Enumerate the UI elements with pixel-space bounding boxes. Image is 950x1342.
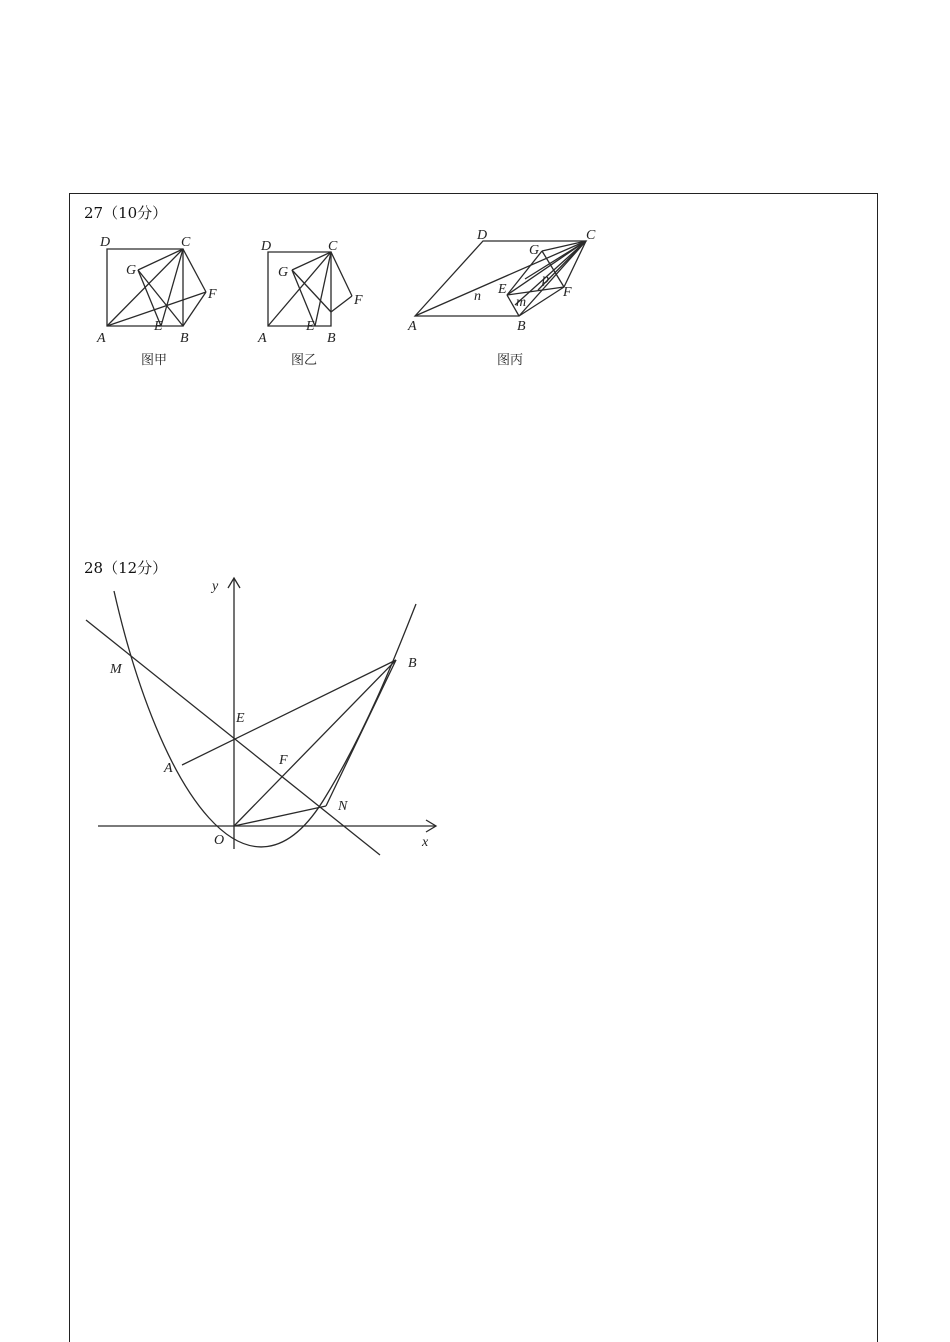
bing-label-G: G [529,243,540,258]
jia-label-G: G [126,263,137,278]
q28-label-A: A [164,761,173,776]
yi-label-E: E [306,319,315,334]
q28-label-x: x [422,835,429,850]
bing-label-B: B [517,319,526,334]
jia-label-F: F [208,287,217,302]
bing-label-F: F [563,285,572,300]
bing-label-C: C [586,228,596,243]
q28-label-F: F [279,753,288,768]
q28-label-B: B [408,656,417,671]
bing-label-E: E [498,282,507,297]
jia-label-E: E [154,319,163,334]
yi-caption: 图乙 [291,353,318,368]
q28-label-E: E [236,711,245,726]
yi-label-G: G [278,265,289,280]
q28-label-M: M [110,662,122,677]
yi-label-F: F [354,293,363,308]
bing-label-p: p [542,272,549,287]
bing-label-m: m [516,295,527,310]
q28-lines [86,591,416,855]
yi-label-D: D [261,239,272,254]
jia-label-C: C [181,235,191,250]
bing-label-A: A [408,319,417,334]
bing-caption: 图丙 [497,353,524,368]
bing-label-n: n [474,289,481,304]
figure-bing-lines [415,241,586,316]
question-28-heading: 28（12分） [84,559,168,577]
figure-bing [70,194,879,554]
q28-axes [98,578,436,849]
answer-box [69,193,878,1342]
jia-label-D: D [100,235,111,250]
figure-q28 [70,564,879,864]
q28-label-N: N [338,799,348,814]
yi-label-A: A [258,331,267,346]
yi-label-B: B [327,331,336,346]
yi-label-C: C [328,239,338,254]
jia-label-B: B [180,331,189,346]
bing-label-D: D [477,228,488,243]
q28-label-O: O [214,833,225,848]
q28-label-y: y [212,579,219,594]
jia-label-A: A [97,331,106,346]
question-27-heading: 27（10分） [84,204,168,222]
jia-caption: 图甲 [141,353,168,368]
